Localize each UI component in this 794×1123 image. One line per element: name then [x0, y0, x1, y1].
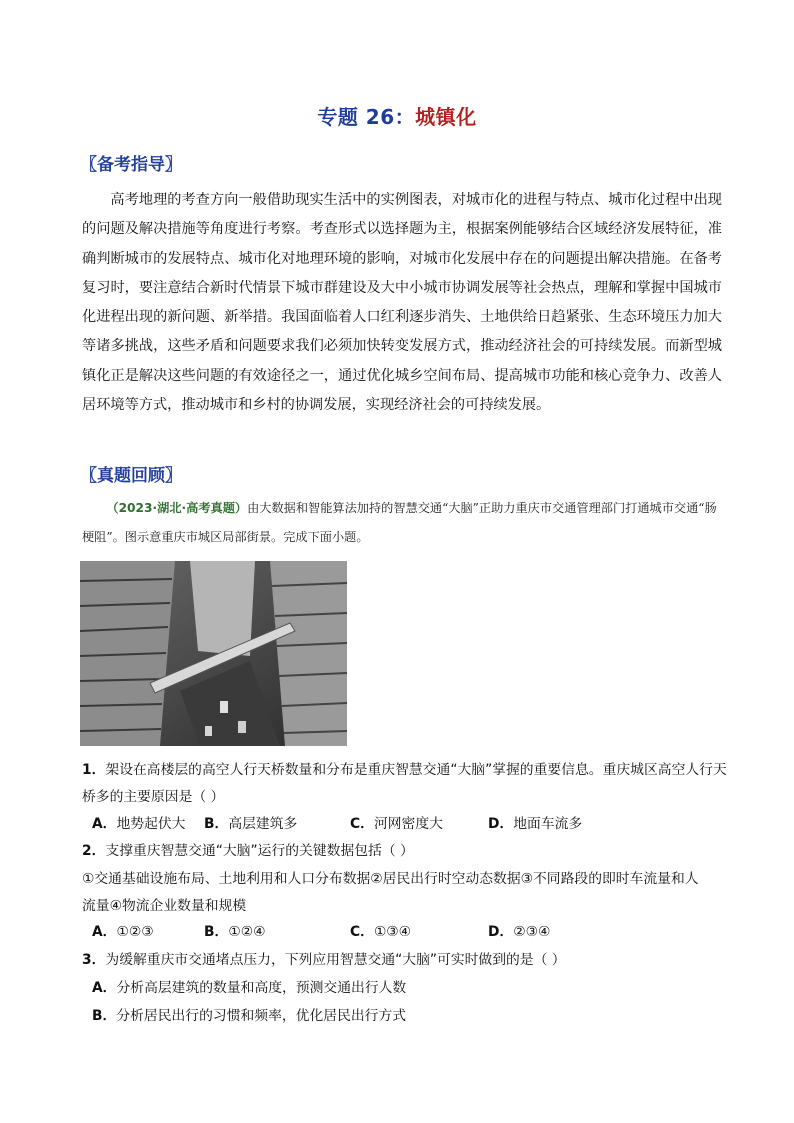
q2-option-c[interactable]: C．①③④: [350, 924, 412, 940]
q2-option-d[interactable]: D．②③④: [488, 924, 551, 940]
street-photo: [80, 561, 347, 746]
q2-option-b[interactable]: B．①②④: [204, 924, 266, 940]
question-2-number: 2．: [82, 843, 106, 859]
question-3-number: 3．: [82, 952, 106, 968]
question-2-stem: [82, 839, 414, 859]
title-prefix: 专题 26：: [317, 105, 416, 129]
question-2-items-line2: 流量④物流企业数量和规模: [82, 898, 247, 914]
question-3-stem-line1: 为缓解重庆市交通堵点压力，下列应用智慧交通“大脑”可实时做到的是（ ）: [105, 952, 566, 968]
question-2-items-line1: ①交通基础设施布局、土地利用和人口分布数据②居民出行时空动态数据③不同路段的即时车流量和人: [82, 871, 699, 887]
q3-option-a[interactable]: A．分析高层建筑的数量和高度，预测交通出行人数: [92, 980, 407, 996]
section-heading-guidance: 〖备考指导〗: [80, 155, 182, 175]
question-1-stem: [82, 758, 727, 778]
question-1-stem-line2: 桥多的主要原因是（ ）: [82, 789, 225, 805]
q1-option-d[interactable]: D．地面车流多: [488, 816, 583, 832]
question-1-stem-line1: 架设在高楼层的高空人行天桥数量和分布是重庆智慧交通“大脑”掌握的重要信息。重庆城区高空人行天: [105, 762, 727, 778]
intro-text: 由大数据和智能算法加持的智慧交通“大脑”正助力重庆市交通管理部门打通城市交通“肠梗阻”。图示意重庆市城区局部街景。完成下面小题。: [82, 501, 717, 544]
q2-option-a[interactable]: A．①②③: [92, 924, 154, 940]
page-title: [0, 101, 794, 130]
q1-option-a[interactable]: A．地势起伏大: [92, 816, 186, 832]
q1-option-c[interactable]: C．河网密度大: [350, 816, 443, 832]
question-2-stem-line1: 支撑重庆智慧交通“大脑”运行的关键数据包括（ ）: [105, 843, 414, 859]
title-topic: 城镇化: [415, 105, 477, 129]
guidance-paragraph: 高考地理的考查方向一般借助现实生活中的实例图表，对城市化的进程与特点、城市化过程中出现的问题及解决措施等角度进行考察。考查形式以选择题为主，根据案例能够结合区域经济发展特征，准确判断城市的发展特点、城市化对地理环境的影响，对城市化发展中存在的问题提出解决措施。在备考复习时，要注意结合新时代情景下城市群建设及大中小城市协调发展等社会热点，理解和掌握中国城市化进程出现的新问题、新举措。我国面临着人口红利逐步消失、土地供给日趋紧张、生态环境压力加大等诸多挑战，这些矛盾和问题要求我们必须加快转变发展方式，推动经济社会的可持续发展。而新型城镇化正是解决这些问题的有效途径之一，通过优化城乡空间布局、提高城市功能和核心竞争力、改善人居环境等方式，推动城市和乡村的协调发展，实现经济社会的可持续发展。: [82, 192, 722, 414]
question-intro: [82, 494, 722, 552]
section-heading-review: 〖真题回顾〗: [80, 466, 182, 486]
q3-option-b[interactable]: B．分析居民出行的习惯和频率，优化居民出行方式: [92, 1008, 407, 1024]
question-source: （2023·湖北·高考真题）: [106, 501, 248, 515]
question-3-stem: [82, 948, 566, 968]
q1-option-b[interactable]: B．高层建筑多: [204, 816, 298, 832]
question-1-number: 1．: [82, 762, 106, 778]
